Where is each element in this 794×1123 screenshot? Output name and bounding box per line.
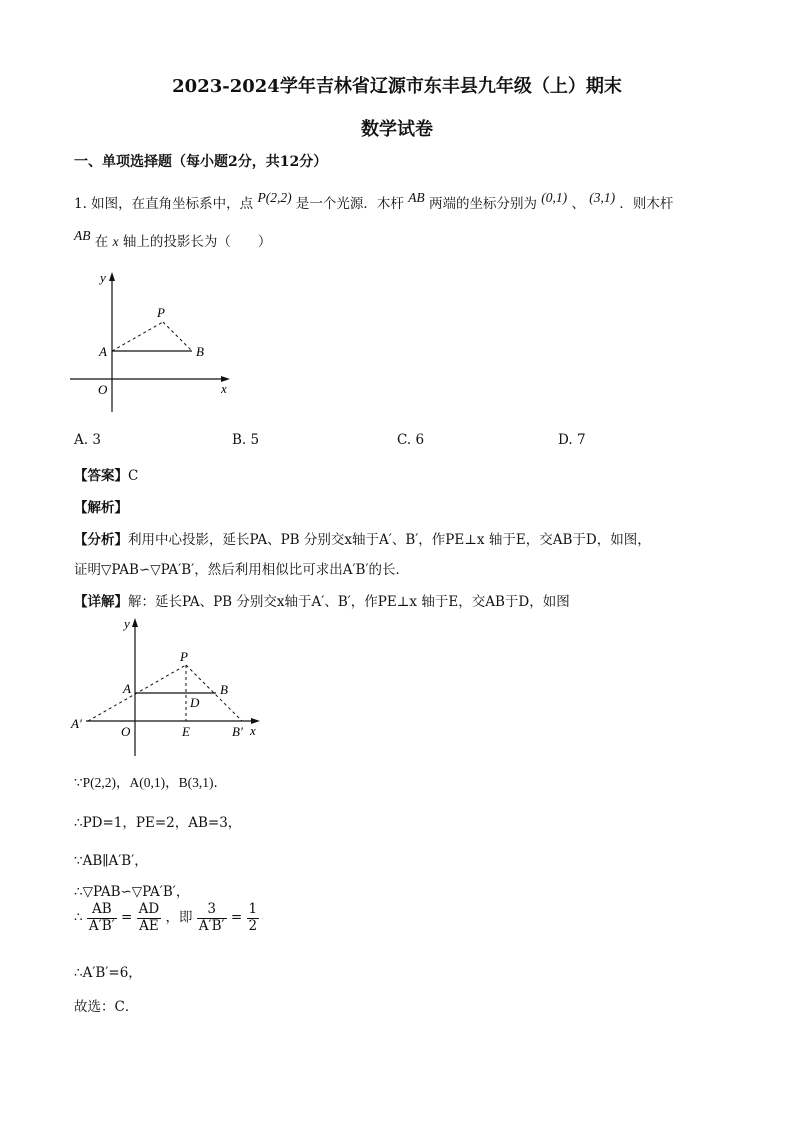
option-value: 3 [92, 432, 101, 448]
point-b-label: B [220, 682, 228, 697]
option-value: 7 [576, 432, 586, 448]
option-letter: B. [232, 432, 247, 448]
fraction-denominator: 2 [248, 917, 258, 934]
step-7: 故选：C． [74, 999, 139, 1015]
fraction-denominator: A′B′ [198, 917, 225, 934]
fraction-numerator: AD [138, 901, 160, 917]
point-b-prime-label: B′ [232, 724, 243, 739]
answer-value: C [128, 468, 139, 484]
ray-pa [112, 322, 163, 351]
point-p-label: P [157, 305, 165, 320]
fraction-denominator: AE [139, 917, 159, 934]
question-text: 、 [571, 196, 585, 212]
xiangjie-tag: 【详解】 [74, 594, 128, 610]
figure-2 [66, 612, 276, 762]
coord-a: (0,1) [541, 190, 568, 205]
fraction-denominator: A′B′ [88, 917, 115, 934]
equals-sign: = [230, 909, 243, 926]
fraction-ad-over-ae [137, 902, 162, 934]
step-6: ∴A′B′=6， [74, 965, 142, 981]
fraction-numerator: 1 [248, 901, 258, 917]
axis-x: x [112, 234, 119, 249]
fraction-numerator: 3 [197, 902, 227, 919]
point-e-label: E [182, 724, 190, 739]
fraction-1-over-2 [247, 902, 260, 934]
rod-ab: AB [408, 190, 425, 205]
y-label: y [100, 270, 106, 285]
step-text: ，即 [165, 909, 193, 926]
step-4: ∴▽PAB∽▽PA′B′， [74, 884, 190, 900]
origin-label: O [121, 724, 131, 739]
option-letter: C. [397, 432, 412, 448]
option-b[interactable] [232, 432, 259, 448]
question-line-1 [74, 192, 673, 212]
question-text: 轴上的投影长为（ ） [122, 234, 272, 250]
fraction-ab-over-a1b1 [87, 902, 117, 934]
point-a-prime-label: A′ [71, 716, 82, 731]
option-letter: D. [558, 432, 573, 448]
coord-b: (3,1) [589, 190, 616, 205]
y-axis-arrow-icon [109, 272, 115, 281]
equals-sign: = [121, 909, 133, 926]
therefore-symbol: ∴ [74, 909, 83, 926]
question-text: 是一个光源．木杆 [295, 196, 404, 212]
option-c[interactable] [397, 432, 424, 448]
y-label: y [124, 616, 130, 631]
analysis-line-2: 证明▽PAB∽▽PA′B′，然后利用相似比可求出A′B′的长． [74, 562, 410, 578]
page-title: 2023-2024学年吉林省辽源市东丰县九年级（上）期末 [172, 76, 622, 97]
answer-line [74, 464, 138, 484]
question-text: 在 [94, 234, 109, 250]
step-1: ∵P(2,2)，A(0,1)，B(3,1)． [74, 775, 227, 790]
xiangjie-text: 解：延长PA、PB 分别交x轴于A′、B′，作PE⊥x 轴于E，交AB于D，如图 [128, 594, 570, 610]
fraction-3-over-a1b1 [197, 902, 227, 934]
option-letter: A. [74, 432, 89, 448]
analysis-tag: 【解析】 [74, 500, 128, 516]
option-a[interactable] [74, 432, 101, 448]
point-p-label: P [180, 649, 188, 664]
y-axis-arrow-icon [132, 618, 138, 627]
answer-tag: 【答案】 [74, 468, 128, 484]
point-p: P(2,2) [257, 190, 292, 205]
point-a-label: A [99, 344, 107, 359]
x-label: x [250, 723, 256, 738]
question-line-2 [74, 230, 271, 250]
figure-1 [66, 266, 236, 416]
question-text: ．则木杆 [619, 196, 674, 212]
detail-line-1 [74, 590, 570, 610]
fraction-numerator: AB [87, 902, 117, 919]
origin-label: O [98, 382, 108, 397]
point-b-label: B [196, 344, 204, 359]
point-a-label: A [123, 681, 131, 696]
question-text: 1. 如图，在直角坐标系中，点 [74, 196, 254, 212]
question-text: 两端的坐标分别为 [428, 196, 537, 212]
option-value: 6 [415, 432, 425, 448]
point-d-label: D [190, 695, 200, 710]
ray-pb [163, 322, 192, 351]
analysis-line-1 [74, 528, 651, 548]
fenxi-text: 利用中心投影，延长PA、PB 分别交x轴于A′、B′，作PE⊥x 轴于E，交AB于D，如图， [128, 532, 651, 548]
rod-ab: AB [74, 228, 91, 243]
step-3: ∵AB∥A′B′， [74, 853, 148, 869]
option-d[interactable] [558, 432, 586, 448]
x-label: x [221, 381, 227, 396]
step-5 [74, 902, 259, 934]
fenxi-tag: 【分析】 [74, 532, 128, 548]
option-value: 5 [250, 432, 260, 448]
section-heading: 一、单项选择题（每小题2分，共12分） [74, 154, 328, 170]
step-2: ∴PD=1，PE=2，AB=3， [74, 815, 242, 831]
page-subtitle: 数学试卷 [361, 119, 433, 140]
